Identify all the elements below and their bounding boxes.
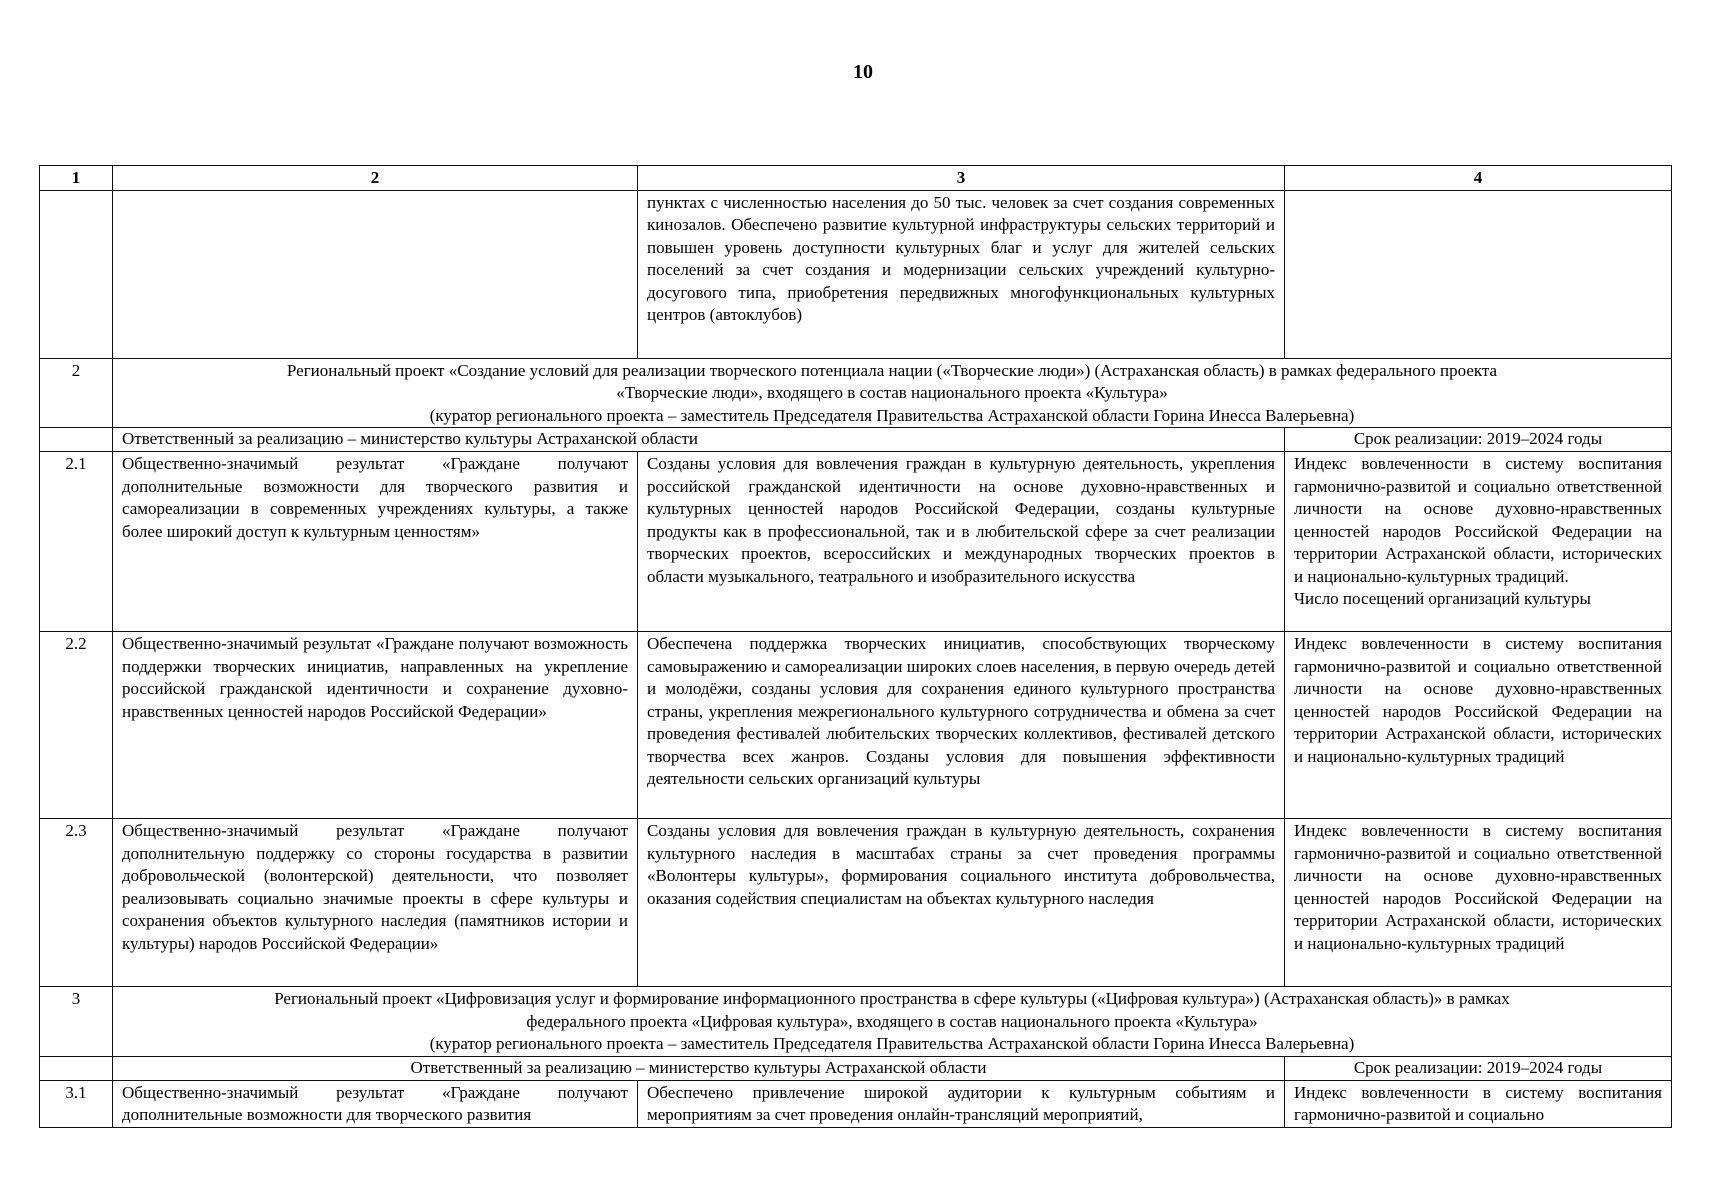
results-table: [39, 165, 1672, 1128]
project-title: [113, 358, 1672, 428]
project-title-line-2: федерального проекта «Цифровая культура», входящего в состав национального проекта «Культура»: [526, 1011, 1258, 1031]
term-text: Срок реализации: 2019–2024 годы: [1285, 1056, 1672, 1080]
continuation-row: [40, 190, 1672, 358]
result-text: Общественно-значимый результат «Граждане получают дополнительную поддержку со стороны государства в развитии добровольческой (волонтерской) деятельности, что позволяет реализовывать социально значимые проекты в сфере культуры и сохранения объектов культурного наследия (памятников истории и культуры) народов Российской Федерации»: [113, 819, 638, 987]
indicator-text: [1285, 452, 1672, 632]
project-curator: (куратор регионального проекта – заместитель Председателя Правительства Астраханской области Горина Инесса Валерьевна): [429, 405, 1355, 425]
indicator-text: Индекс вовлеченности в систему воспитания гармонично-развитой и социально ответственной личности на основе духовно-нравственных ценностей народов Российской Федерации на территории Астраханской области, исторических и национально-культурных традиций: [1285, 632, 1672, 819]
indicator-line-1: Индекс вовлеченности в систему воспитания гармонично-развитой и социально ответственной личности на основе духовно-нравственных ценностей народов Российской Федерации на территории Астраханской области, исторических и национально-культурных традиций.: [1294, 454, 1662, 586]
table-row: [40, 632, 1672, 819]
page-number: 10: [853, 61, 873, 83]
header-row: [40, 166, 1672, 191]
responsible-num: [40, 428, 113, 452]
indicator-line-2: Число посещений организаций культуры: [1294, 589, 1591, 608]
description-text: Созданы условия для вовлечения граждан в культурную деятельность, сохранения культурного наследия в масштабах страны за счет проведения программы «Волонтеры культуры», формирования социального института добровольчества, оказания содействия специалистам на объектах культурного наследия: [638, 819, 1285, 987]
result-text: Общественно-значимый результат «Граждане получают дополнительные возможности для творческого развития: [113, 1080, 638, 1127]
responsible-text: Ответственный за реализацию – министерство культуры Астраханской области: [113, 428, 1285, 452]
responsible-text: Ответственный за реализацию – министерство культуры Астраханской области: [113, 1056, 1285, 1080]
header-col-3: 3: [638, 166, 1285, 191]
project-title: [113, 987, 1672, 1057]
row-number: 2.3: [40, 819, 113, 987]
responsible-row: [40, 428, 1672, 452]
indicator-text: Индекс вовлеченности в систему воспитания гармонично-развитой и социально ответственной личности на основе духовно-нравственных ценностей народов Российской Федерации на территории Астраханской области, исторических и национально-культурных традиций: [1285, 819, 1672, 987]
table-row: [40, 452, 1672, 632]
indicator-text: Индекс вовлеченности в систему воспитания гармонично-развитой и социально: [1285, 1080, 1672, 1127]
project-title-line-1: Региональный проект «Создание условий для реализации творческого потенциала нации («Творческие люди») (Астраханская область) в рамках федерального проекта: [286, 360, 1498, 380]
row-number: 2.2: [40, 632, 113, 819]
table-row: [40, 819, 1672, 987]
description-text: Обеспечена поддержка творческих инициатив, способствующих творческому самовыражению и самореализации широких слоев населения, в первую очередь детей и молодёжи, созданы условия для сохранения единого культурного пространства страны, укрепления межрегионального культурного сотрудничества и обмена за счет проведения фестивалей любительских творческих коллективов, фестивалей детского творчества всех жанров. Созданы условия для повышения эффективности деятельности сельских организаций культуры: [638, 632, 1285, 819]
row-number: 2.1: [40, 452, 113, 632]
continuation-description: пунктах с численностью населения до 50 тыс. человек за счет создания современных кинозалов. Обеспечено развитие культурной инфраструктуры сельских территорий и повышен уровень доступности культурных благ и услуг для жителей сельских поселений за счет создания и модернизации сельских учреждений культурно-досугового типа, приобретения передвижных многофункциональных культурных центров (автоклубов): [638, 190, 1285, 358]
result-text: Общественно-значимый результат «Граждане получают дополнительные возможности для творческого развития и самореализации в современных учреждениях культуры, а также более широкий доступ к культурным ценностям»: [113, 452, 638, 632]
table-row: [40, 1080, 1672, 1127]
result-text: Общественно-значимый результат «Граждане получают возможность поддержки творческих инициатив, направленных на укрепление российской гражданской идентичности и сохранение духовно-нравственных ценностей народов Российской Федерации»: [113, 632, 638, 819]
responsible-num: [40, 1056, 113, 1080]
continuation-num: [40, 190, 113, 358]
description-text: Созданы условия для вовлечения граждан в культурную деятельность, укрепления российской гражданской идентичности на основе духовно-нравственных и культурных ценностей народов Российской Федерации, созданы культурные продукты как в профессиональной, так и в любительской сфере за счет реализации творческих проектов, всероссийских и международных творческих проектов в области музыкального, театрального и изобразительного искусства: [638, 452, 1285, 632]
project-title-line-2: «Творческие люди», входящего в состав национального проекта «Культура»: [616, 383, 1168, 402]
header-col-1: 1: [40, 166, 113, 191]
project-number: 3: [40, 987, 113, 1057]
project-number: 2: [40, 358, 113, 428]
continuation-result: [113, 190, 638, 358]
responsible-row: [40, 1056, 1672, 1080]
description-text: Обеспечено привлечение широкой аудитории к культурным событиям и мероприятиям за счет проведения онлайн-трансляций мероприятий,: [638, 1080, 1285, 1127]
header-col-4: 4: [1285, 166, 1672, 191]
project-row: [40, 358, 1672, 428]
header-col-2: 2: [113, 166, 638, 191]
project-row: [40, 987, 1672, 1057]
row-number: 3.1: [40, 1080, 113, 1127]
project-curator: (куратор регионального проекта – заместитель Председателя Правительства Астраханской области Горина Инесса Валерьевна): [429, 1034, 1355, 1053]
term-text: Срок реализации: 2019–2024 годы: [1285, 428, 1672, 452]
continuation-indicator: [1285, 190, 1672, 358]
project-title-line-1: Региональный проект «Цифровизация услуг и формирование информационного пространства в сфере культуры («Цифровая культура») (Астраханская область)» в рамках: [274, 989, 1510, 1008]
